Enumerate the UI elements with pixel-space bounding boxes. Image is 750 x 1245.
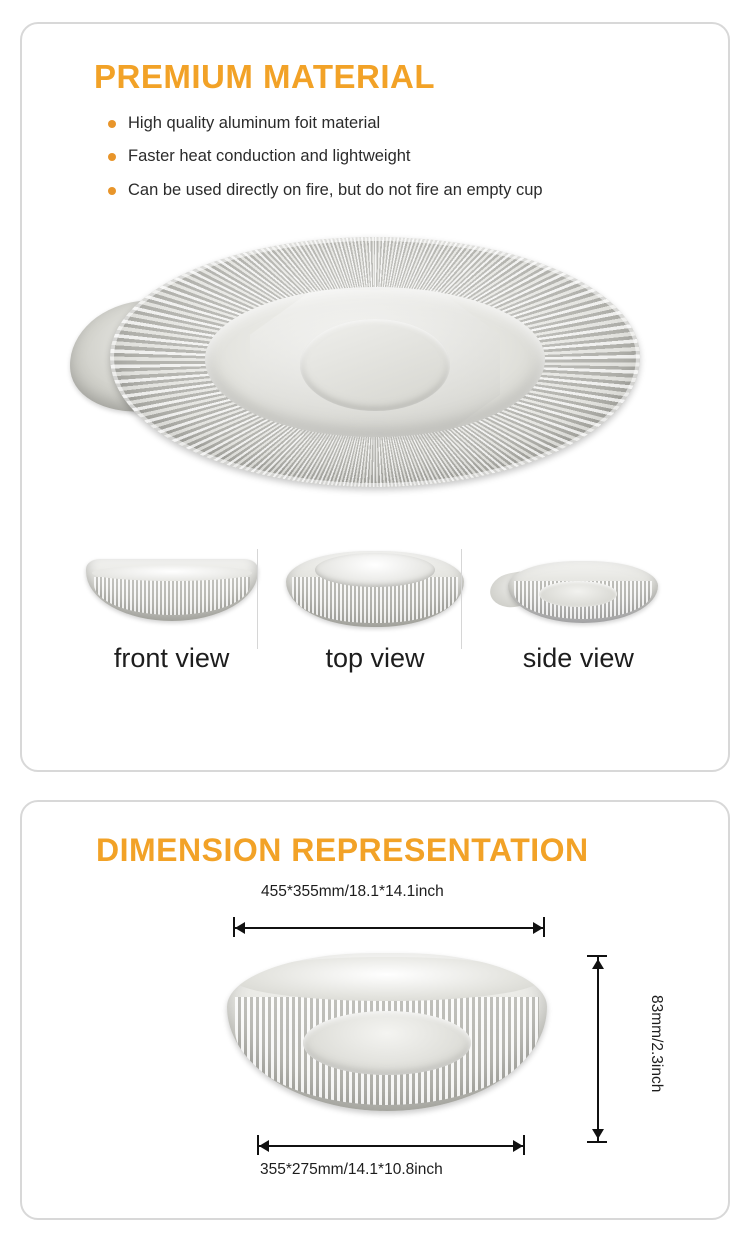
dimension-diagram: [55, 883, 695, 1183]
tray-dimension-illustration: [227, 953, 547, 1111]
tray-side-icon: [477, 541, 680, 637]
bottom-arrow-left: [259, 1140, 269, 1152]
view-label-front: front view: [113, 642, 230, 673]
dimension-representation-title: DIMENSION REPRESENTATION: [96, 832, 589, 868]
tray-front-icon: [70, 541, 273, 637]
bullet-dot-icon: [108, 120, 116, 128]
view-thumbnails-row: [70, 541, 680, 674]
bullet-text: Can be used directly on fire, but do not fire an empty cup: [128, 180, 543, 199]
view-column-side: [477, 541, 680, 674]
top-dimension-label: 455*355mm/18.1*14.1inch: [261, 883, 444, 900]
tray-top-icon: [273, 541, 476, 637]
height-arrow-up: [592, 959, 604, 969]
top-dimension-line: [233, 927, 545, 929]
bottom-dimension-line: [257, 1145, 525, 1147]
height-dimension-cap-top: [587, 955, 607, 957]
list-item: [108, 145, 698, 167]
bullet-dot-icon: [108, 187, 116, 195]
bullet-text: Faster heat conduction and lightweight: [128, 147, 411, 166]
view-label-top: top view: [325, 642, 425, 673]
premium-material-card: [20, 22, 730, 772]
hero-product-image: [55, 219, 695, 519]
top-dimension-cap-right: [543, 917, 545, 937]
height-dimension-label: 83mm/2.3inch: [648, 995, 665, 1093]
bottom-dimension-label: 355*275mm/14.1*10.8inch: [260, 1161, 443, 1178]
bottom-arrow-right: [513, 1140, 523, 1152]
tray-body-shape: [110, 237, 640, 487]
list-item: [108, 112, 698, 134]
tray-inner-basin: [205, 287, 544, 437]
height-dimension-line: [597, 955, 599, 1143]
list-item: [108, 179, 698, 201]
tray-center-emboss: [300, 319, 450, 411]
top-arrow-left: [235, 922, 245, 934]
view-column-top: [273, 541, 476, 674]
bullet-text: High quality aluminum foit material: [128, 114, 381, 132]
bottom-dimension-cap-right: [523, 1135, 525, 1155]
view-column-front: [70, 541, 273, 674]
premium-material-title: PREMIUM MATERIAL: [94, 58, 436, 95]
bullet-dot-icon: [108, 153, 116, 161]
top-arrow-right: [533, 922, 543, 934]
view-label-side: side view: [522, 642, 634, 673]
dimension-representation-card: [20, 800, 730, 1220]
height-dimension-cap-bottom: [587, 1141, 607, 1143]
premium-material-bullet-list: [108, 112, 698, 201]
height-arrow-down: [592, 1129, 604, 1139]
